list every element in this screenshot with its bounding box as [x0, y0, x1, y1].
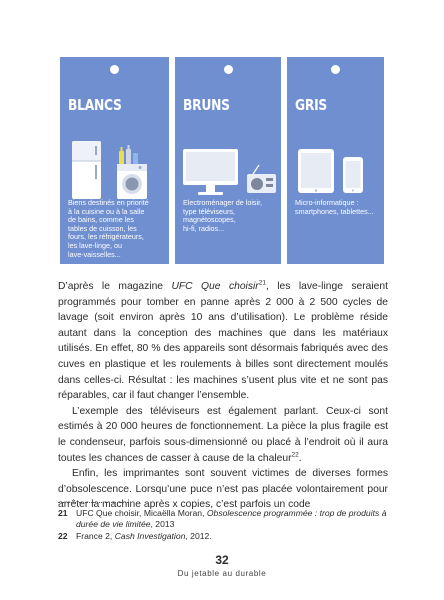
paragraph-printers: Enfin, les imprimantes sont souvent victimes de diverses formes d’obsolescence. Lorsqu’une puce n’est pas placée volontairement pour arrêter la machine après x copies, c’est parfois un code — [58, 468, 388, 511]
footnote-title: Obsolescence programmée : trop de produits à durée de vie limitée — [76, 508, 387, 530]
paragraph-televisions — [58, 404, 388, 466]
tag-blancs — [60, 57, 169, 264]
footnote-title: Cash Investigation — [114, 530, 186, 541]
fridge-icon — [72, 141, 101, 199]
tag-description — [183, 199, 277, 233]
description-line: de bains, comme les — [68, 215, 134, 225]
tag-title: BLANCS — [68, 96, 122, 114]
tag-gris — [287, 57, 384, 264]
bottles-icon — [119, 145, 138, 164]
text-run: L’exemple des téléviseurs est également parlant. Ceux-ci sont estimés à 20 000 heures de fonctionnement. La pièce la plus fragile est le condenseur, parfois sous-dimensionné ou placé à l’endroit où il aura toutes les chances de casser à cause de la chaleur — [58, 405, 388, 464]
tablet-phone-illustration — [287, 57, 384, 199]
body-text — [58, 279, 388, 513]
text-run: D’après le magazine — [58, 281, 172, 292]
appliance-categories-infographic — [60, 57, 384, 264]
smartphone-icon — [343, 157, 363, 193]
footnote-22 — [58, 531, 388, 542]
footnote-text: , 2012. — [185, 530, 212, 541]
footnote-text: France 2, — [76, 530, 115, 541]
footnotes — [58, 508, 388, 542]
tag-title: BRUNS — [183, 96, 230, 114]
book-title: Du jetable au durable — [177, 569, 267, 578]
description-line: Electroménager de loisir, — [183, 198, 263, 207]
footnote-separator — [58, 502, 128, 503]
description-line: fours, les réfrigérateurs, — [68, 232, 144, 242]
television-icon — [183, 149, 238, 195]
page-number: 32 — [215, 553, 229, 567]
description-line: tables de cuisson, les — [68, 223, 137, 233]
footnote-21 — [58, 508, 388, 531]
description-line: à la cuisine ou à la salle — [68, 206, 145, 216]
description-line: Biens destinés en priorité — [68, 198, 149, 207]
magazine-title: UFC Que choisir — [171, 281, 259, 292]
description-line: type téléviseurs, — [183, 206, 235, 216]
description-line: smartphones, tablettes... — [295, 206, 374, 216]
tv-radio-illustration — [175, 57, 281, 199]
description-line: les lave-linge, ou — [68, 240, 122, 250]
tag-title: GRIS — [295, 96, 328, 114]
tag-bruns — [175, 57, 281, 264]
footnote-text: , 2013 — [150, 519, 175, 530]
footnote-number: 22 — [58, 530, 68, 541]
text-run: . — [298, 452, 302, 464]
description-line: lave-vaisselles... — [68, 249, 121, 259]
paragraph-washing-machines — [58, 279, 388, 404]
radio-icon — [247, 165, 276, 193]
text-run: , les lave-linge seraient programmés pour tomber en panne après 2 000 à 2 500 cycles de lavage (soit environ après 10 ans d’utilisation). Le problème réside autant dans la conception des machines que dans les matériaux utilisés. En effet, 80 % des appareils sont désormais fabriqués avec des cuves en plastique et les roulements à billes sont directement moulés dans celles-ci. Résultat : les machines s’usent plus vite et ne sont pas réparables, car il faut changer l’ensemble. — [58, 281, 388, 402]
description-line: hi-fi, radios... — [183, 223, 225, 233]
fridge-washing-machine-illustration — [60, 57, 169, 199]
description-line: magnétoscopes, — [183, 215, 236, 225]
footnote-ref-22[interactable]: 22 — [291, 451, 299, 459]
tablet-icon — [298, 149, 334, 193]
footnote-number: 21 — [58, 508, 68, 518]
footnote-text: UFC Que choisir, Micaëlla Moran, — [76, 508, 207, 518]
footnote-ref-21[interactable]: 21 — [258, 279, 266, 287]
washing-machine-icon — [117, 164, 147, 199]
tag-description — [295, 199, 380, 216]
tag-description — [68, 199, 165, 259]
description-line: Micro-informatique : — [295, 198, 359, 207]
